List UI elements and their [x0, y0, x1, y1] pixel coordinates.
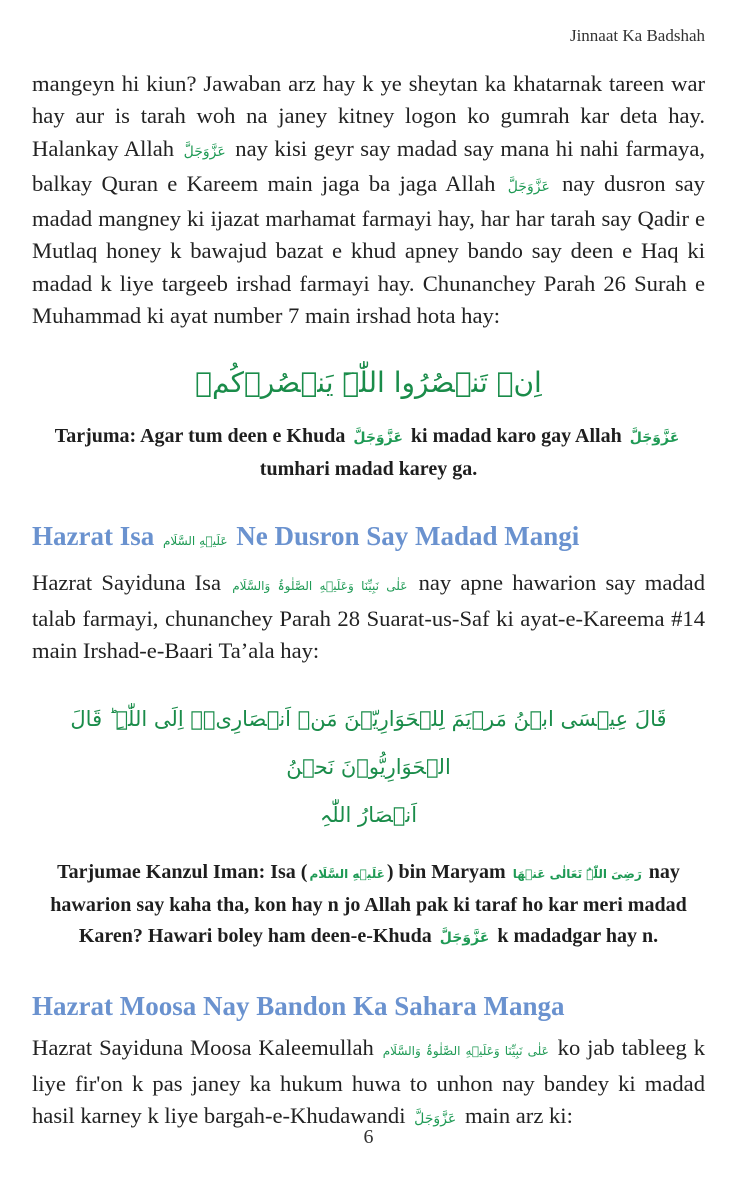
section-heading-isa: [32, 518, 705, 559]
paragraph-text: Hazrat Sayiduna Isa: [32, 570, 221, 596]
paragraph-text: nay kisi geyr say madad say mana hi nahi farmaya, balkay Quran e Kareem main jaga ba jaga Allah: [32, 135, 706, 196]
translation-text: ki madad karo gay Allah: [410, 425, 622, 448]
translation-2: [32, 857, 705, 954]
translation-text: ) bin Maryam: [386, 861, 506, 884]
paragraph-2: [32, 567, 705, 667]
verse-line-2: اَنۡصَارُ اللّٰہِ: [319, 803, 418, 828]
translation-text: tumhari madad karey ga.: [259, 458, 478, 481]
translation-text: nay hawarion say kaha tha, kon hay n jo Allah pak ki taraf ho kar meri madad Karen? Hawari boley ham deen-e-Khuda: [50, 861, 687, 948]
paragraph-3: [32, 1032, 705, 1135]
heading-text: Ne Dusron Say Madad Mangi: [236, 521, 580, 552]
alaihis-salam-calligraphy: عَلَيۡهِ السَّلَام: [162, 534, 228, 549]
azza-wajal-calligraphy: عَزَّوَجَلَّ: [183, 143, 226, 160]
translation-1: [32, 421, 705, 485]
paragraph-text: ko jab tableeg k liye fir'on k pas janey ka hukum huwa to unhon nay bandey ki madad hasil karney k liye bargah-e-Khudawandi: [32, 1035, 705, 1128]
azza-wajal-calligraphy: عَزَّوَجَلَّ: [629, 430, 680, 447]
translation-text: Tarjuma: Agar tum deen e Khuda: [54, 425, 346, 448]
azza-wajal-calligraphy: عَزَّوَجَلَّ: [439, 930, 490, 947]
azza-wajal-calligraphy: عَزَّوَجَلَّ: [414, 1110, 457, 1127]
azza-wajal-calligraphy: عَزَّوَجَلَّ: [353, 430, 403, 447]
paragraph-text: nay dusron say madad mangney ki ijazat marhamat farmayi hay, har har tarah say Qadir e Mutlaq honey k bawajud bazat e khud apney bando say deen e Haq ki madad k liye targeeb irshad farmayi hay. Chunanchey Parah 26 Surah e Muhammad ki ayat number 7 main irshad hota hay:: [32, 170, 705, 329]
paragraph-text: mangeyn hi kiun? Jawaban arz hay k ye sheytan ka khatarnak tareen war hay aur is tarah woh na janey kitney logon ko gumrah kar deta hay. Halankay Allah: [32, 71, 705, 161]
paragraph-1: [32, 68, 705, 332]
heading-text: Hazrat Isa: [32, 521, 155, 552]
alaihis-salam-calligraphy: عَلَيۡهِ السَّلَام: [309, 867, 385, 882]
translation-text: k madadgar hay n.: [497, 925, 659, 948]
paragraph-text: main arz ki:: [464, 1102, 573, 1128]
paragraph-text: nay apne hawarion say madad talab farmayi, chunanchey Parah 28 Suarat-us-Saf ki ayat-e-Kareema #14 main Irshad-e-Baari Ta’ala hay:: [32, 570, 705, 663]
salawat-calligraphy: عَلٰی نَبِیِّنَا وَعَلَيۡهِ الصَّلٰوۃُ وَالسَّلَام: [382, 1044, 549, 1059]
radi-allahu-anha-calligraphy: رَضِیَ اللّٰہُ تَعَالٰی عَنۡهَا: [512, 867, 642, 882]
quran-verse-1: اِنۡ تَنۡصُرُوا اللّٰہَ یَنۡصُرۡکُمۡ: [195, 366, 542, 400]
verse-line-1: قَالَ عِیۡسَی ابۡنُ مَرۡیَمَ لِلۡحَوَارِیّٖنَ مَنۡ اَنۡصَارِیۡۤ اِلَی اللّٰہِ ؕ قَالَ الۡحَوَارِیُّوۡنَ نَحۡنُ: [70, 707, 667, 780]
translation-text: Tarjumae Kanzul Iman: Isa (: [57, 861, 308, 884]
salawat-calligraphy: عَلٰی نَبِیِّنَا وَعَلَيۡهِ الصَّلٰوۃُ وَالسَّلَام: [232, 579, 408, 594]
page-body: [32, 68, 705, 1135]
azza-wajal-calligraphy: عَزَّوَجَلَّ: [507, 178, 550, 195]
paragraph-text: Hazrat Sayiduna Moosa Kaleemullah: [32, 1035, 374, 1061]
section-heading-moosa: Hazrat Moosa Nay Bandon Ka Sahara Manga: [32, 991, 565, 1022]
running-header: Jinnaat Ka Badshah: [569, 26, 705, 45]
quran-verse-2: [32, 695, 705, 839]
page-number: 6: [363, 1126, 374, 1148]
